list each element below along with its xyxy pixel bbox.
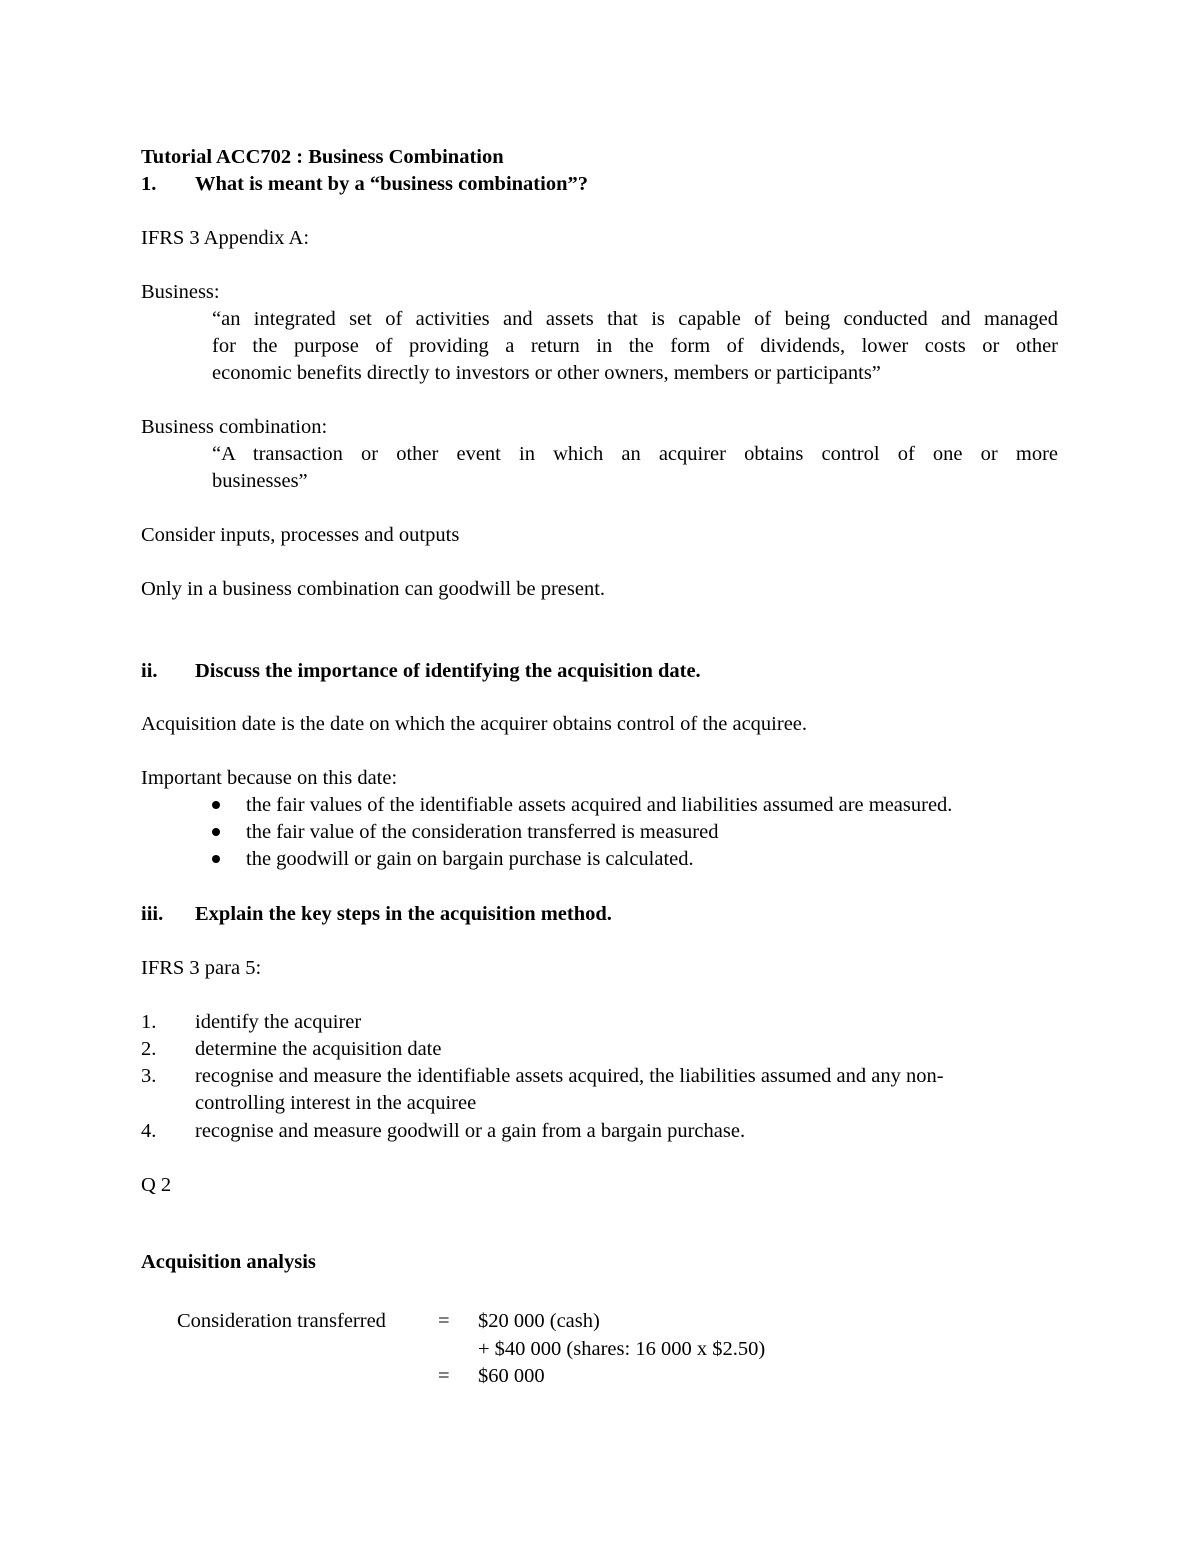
q-ii-intro: Important because on this date:	[141, 767, 398, 789]
step-text: recognise and measure goodwill or a gain from a bargain purchase.	[195, 1120, 746, 1142]
step-text: recognise and measure the identifiable assets acquired, the liabilities assumed and any non-	[195, 1065, 944, 1087]
q-ii-question: Discuss the importance of identifying the acquisition date.	[195, 660, 701, 682]
q-iii-number: iii.	[141, 903, 164, 925]
q1-source: IFRS 3 Appendix A:	[141, 227, 310, 249]
business-label: Business:	[141, 281, 220, 303]
step-number: 2.	[141, 1038, 157, 1060]
q-ii-bullet-2: the fair value of the consideration transferred is measured	[246, 821, 719, 843]
step-number: 1.	[141, 1011, 157, 1033]
q2-label: Q 2	[141, 1174, 172, 1196]
step-text-continued: controlling interest in the acquiree	[195, 1092, 477, 1114]
consideration-total: $60 000	[478, 1365, 545, 1387]
equals-sign: =	[438, 1310, 450, 1332]
document-title: Tutorial ACC702 : Business Combination	[141, 146, 504, 168]
step-text: identify the acquirer	[195, 1011, 362, 1033]
q1-note-2: Only in a business combination can goodwill be present.	[141, 578, 606, 600]
consideration-label: Consideration transferred	[177, 1310, 386, 1332]
q2-heading: Acquisition analysis	[141, 1251, 316, 1273]
bullet-icon	[212, 855, 220, 863]
business-def-line-3: economic benefits directly to investors or other owners, members or participants”	[212, 362, 881, 384]
combination-label: Business combination:	[141, 416, 328, 438]
bullet-icon	[212, 801, 220, 809]
q-iii-question: Explain the key steps in the acquisition method.	[195, 903, 612, 925]
bullet-icon	[212, 828, 220, 836]
step-number: 3.	[141, 1065, 157, 1087]
q-ii-bullet-1: the fair values of the identifiable assets acquired and liabilities assumed are measured.	[246, 794, 953, 816]
combination-def-line-1: “A transaction or other event in which an acquirer obtains control of one or more	[212, 443, 1058, 465]
equals-sign: =	[438, 1365, 450, 1387]
q-ii-answer: Acquisition date is the date on which the acquirer obtains control of the acquiree.	[141, 713, 808, 735]
step-number: 4.	[141, 1120, 157, 1142]
business-def-line-2: for the purpose of providing a return in the form of dividends, lower costs or other	[212, 335, 1058, 357]
combination-def-line-2: businesses”	[212, 470, 308, 492]
consideration-cash: $20 000 (cash)	[478, 1310, 600, 1332]
q-iii-source: IFRS 3 para 5:	[141, 957, 262, 979]
business-def-line-1: “an integrated set of activities and assets that is capable of being conducted and managed	[212, 308, 1058, 330]
q1-question: What is meant by a “business combination”?	[195, 173, 588, 195]
step-text: determine the acquisition date	[195, 1038, 442, 1060]
q-ii-bullet-3: the goodwill or gain on bargain purchase is calculated.	[246, 848, 694, 870]
q-ii-number: ii.	[141, 660, 158, 682]
consideration-shares: + $40 000 (shares: 16 000 x $2.50)	[478, 1338, 766, 1360]
q1-number: 1.	[141, 173, 157, 195]
q1-note-1: Consider inputs, processes and outputs	[141, 524, 460, 546]
